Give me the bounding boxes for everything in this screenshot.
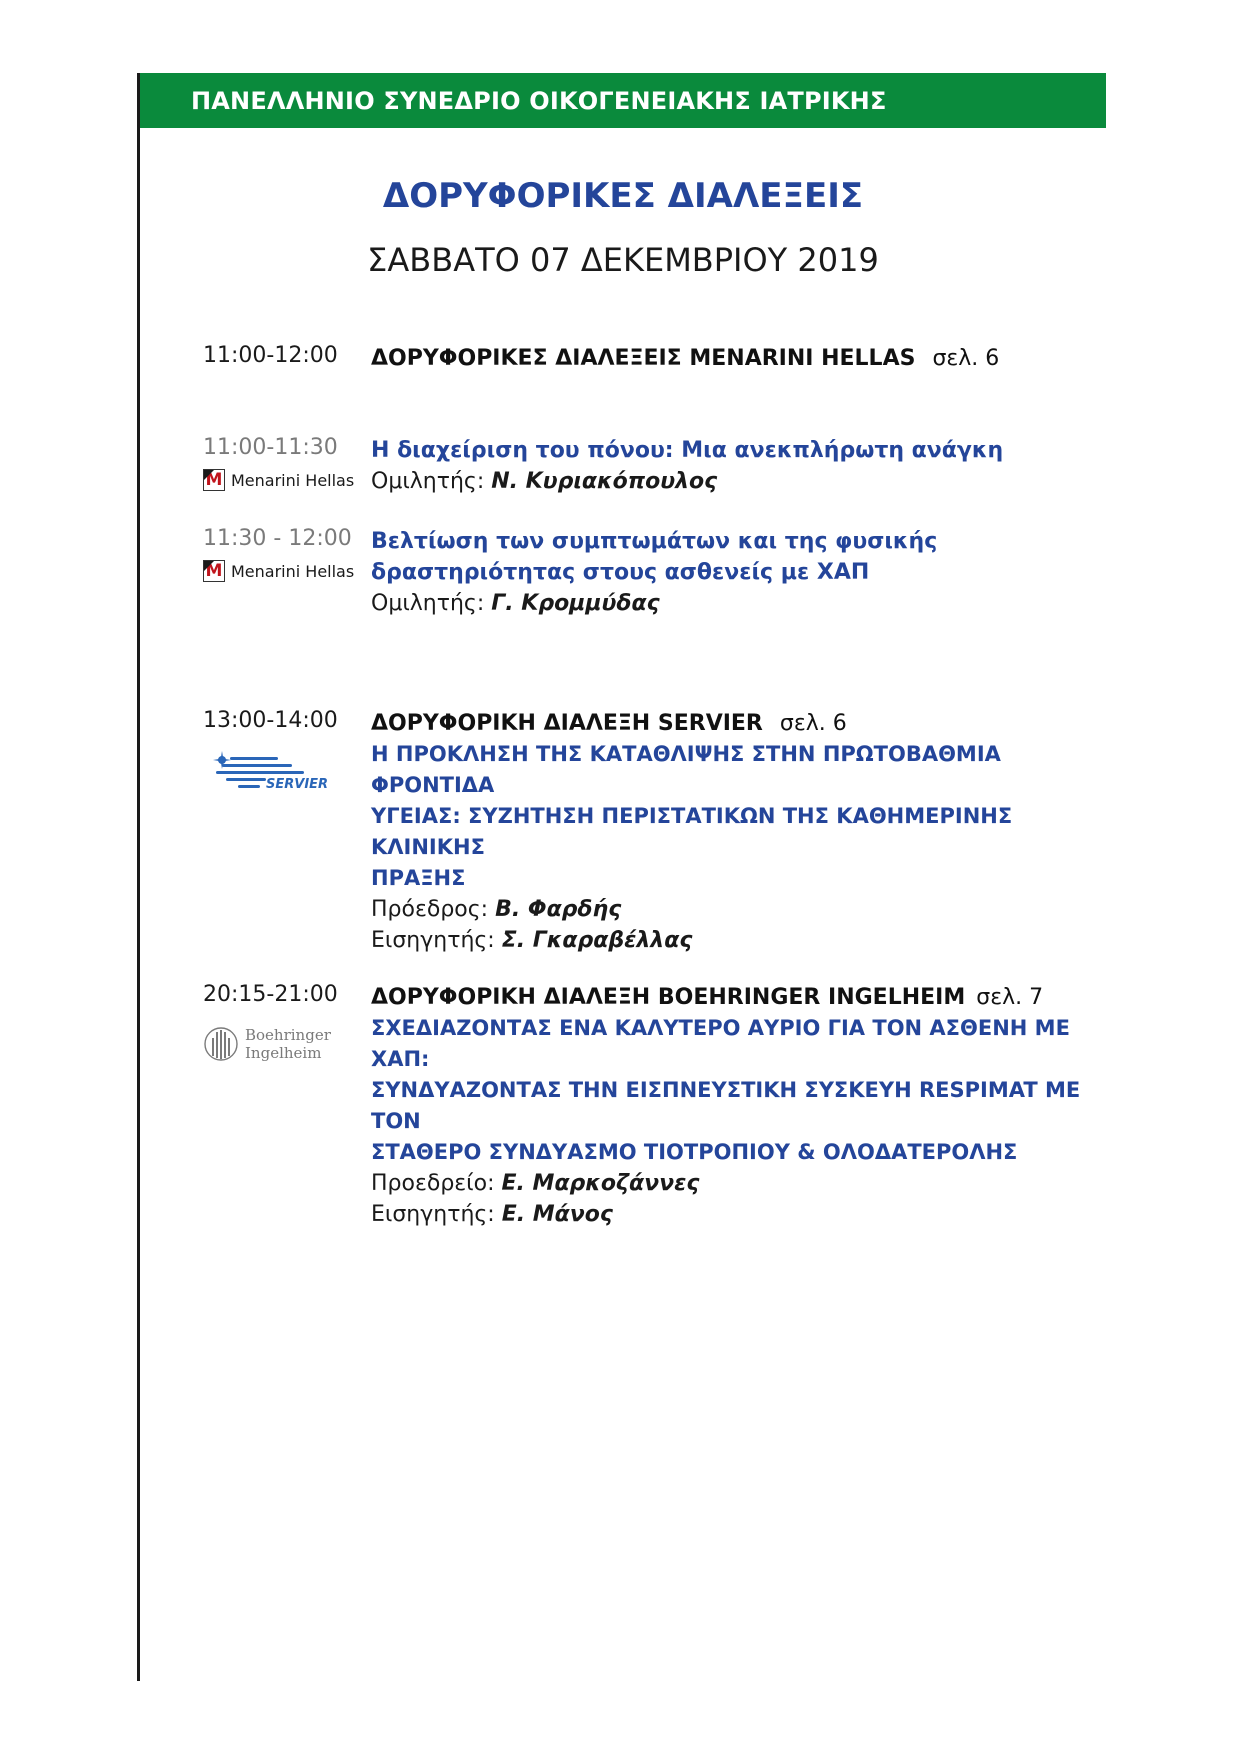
boehringer-logo-text-2: Ingelheim: [245, 1044, 322, 1062]
talk-title: Η διαχείριση του πόνου: Μια ανεκπλήρωτη ανάγκη: [371, 438, 1004, 463]
speaker-role: Ομιλητής:: [371, 591, 485, 616]
talk-time: 11:00-11:30: [203, 435, 338, 460]
talk-title-line-2: ΣΥΝΔΥΑΖΟΝΤΑΣ ΤΗΝ ΕΙΣΠΝΕΥΣΤΙΚΗ ΣΥΣΚΕΥΗ RESPIMAT ΜΕ ΤΟΝ: [371, 1078, 1081, 1133]
speaker-role: Εισηγητής:: [371, 928, 495, 953]
servier-logo-text: SERVIER: [266, 777, 329, 792]
talk-title-line-2: ΥΓΕΙΑΣ: ΣΥΖΗΤΗΣΗ ΠΕΡΙΣΤΑΤΙΚΩΝ ΤΗΣ ΚΑΘΗΜΕΡΙΝΗΣ ΚΛΙΝΙΚΗΣ: [371, 804, 1013, 859]
chair-role: Πρόεδρος:: [371, 897, 489, 922]
talk-time: 11:30 - 12:00: [203, 526, 352, 551]
speaker-role: Ομιλητής:: [371, 469, 485, 494]
session-title: ΔΟΡΥΦΟΡΙΚΕΣ ΔΙΑΛΕΞΕΙΣ MENARINI HELLAS: [371, 346, 916, 371]
speaker-name: Ν. Κυριακόπουλος: [491, 469, 718, 494]
talk-title-line-3: ΣΤΑΘΕΡΟ ΣΥΝΔΥΑΣΜΟ ΤΙΟΤΡΟΠΙΟΥ & ΟΛΟΔΑΤΕΡΟΛΗΣ: [371, 1140, 1018, 1164]
chair-name: Ε. Μαρκοζάννες: [501, 1171, 700, 1196]
chair-role: Προεδρείο:: [371, 1171, 495, 1196]
conference-banner: [140, 73, 1106, 128]
menarini-logo-icon: M: [203, 560, 225, 582]
talk-title-line-3: ΠΡΑΞΗΣ: [371, 866, 466, 890]
session-time: 13:00-14:00: [203, 708, 338, 733]
sponsor-menarini: [203, 560, 354, 582]
speaker-name: Σ. Γκαραβέλλας: [501, 928, 693, 953]
speaker-name: Ε. Μάνος: [501, 1202, 613, 1227]
sponsor-name: Menarini Hellas: [231, 470, 355, 490]
servier-logo-icon: [208, 748, 332, 796]
session-time: 20:15-21:00: [203, 982, 338, 1007]
session-time: 11:00-12:00: [203, 343, 338, 368]
page-date: ΣΑΒΒΑΤΟ 07 ΔΕΚΕΜΒΡΙΟΥ 2019: [367, 241, 879, 279]
boehringer-logo-text-1: Boehringer: [245, 1026, 331, 1044]
page-reference: σελ. 6: [932, 346, 1000, 371]
session-title: ΔΟΡΥΦΟΡΙΚΗ ΔΙΑΛΕΞΗ SERVIER: [371, 711, 763, 736]
sponsor-menarini: [203, 469, 354, 491]
page-title: ΔΟΡΥΦΟΡΙΚΕΣ ΔΙΑΛΕΞΕΙΣ: [382, 176, 864, 216]
conference-banner-text: ΠΑΝΕΛΛΗΝΙΟ ΣΥΝΕΔΡΙΟ ΟΙΚΟΓΕΝΕΙΑΚΗΣ ΙΑΤΡΙΚΗΣ: [191, 86, 887, 115]
page-reference: σελ. 6: [779, 711, 847, 736]
left-margin-rule: [137, 73, 140, 1681]
menarini-logo-icon: M: [203, 469, 225, 491]
talk-title-line-2: δραστηριότητας στους ασθενείς με ΧΑΠ: [371, 560, 870, 585]
talk-title-line-1: ΣΧΕΔΙΑΖΟΝΤΑΣ ΕΝΑ ΚΑΛΥΤΕΡΟ ΑΥΡΙΟ ΓΙΑ ΤΟΝ ΑΣΘΕΝΗ ΜΕ ΧΑΠ:: [371, 1016, 1070, 1071]
talk-title-line-1: Βελτίωση των συμπτωμάτων και της φυσικής: [371, 529, 938, 554]
chair-name: Β. Φαρδής: [495, 897, 622, 922]
speaker-name: Γ. Κρομμύδας: [491, 591, 660, 616]
sponsor-name: Menarini Hellas: [231, 561, 355, 581]
boehringer-logo-icon: [203, 1022, 339, 1066]
speaker-role: Εισηγητής:: [371, 1202, 495, 1227]
session-title: ΔΟΡΥΦΟΡΙΚΗ ΔΙΑΛΕΞΗ BOEHRINGER INGELHEIM: [371, 985, 966, 1010]
talk-title-line-1: Η ΠΡΟΚΛΗΣΗ ΤΗΣ ΚΑΤΑΘΛΙΨΗΣ ΣΤΗΝ ΠΡΩΤΟΒΑΘΜΙΑ ΦΡΟΝΤΙΔΑ: [371, 742, 1001, 797]
page-reference: σελ. 7: [976, 985, 1044, 1010]
